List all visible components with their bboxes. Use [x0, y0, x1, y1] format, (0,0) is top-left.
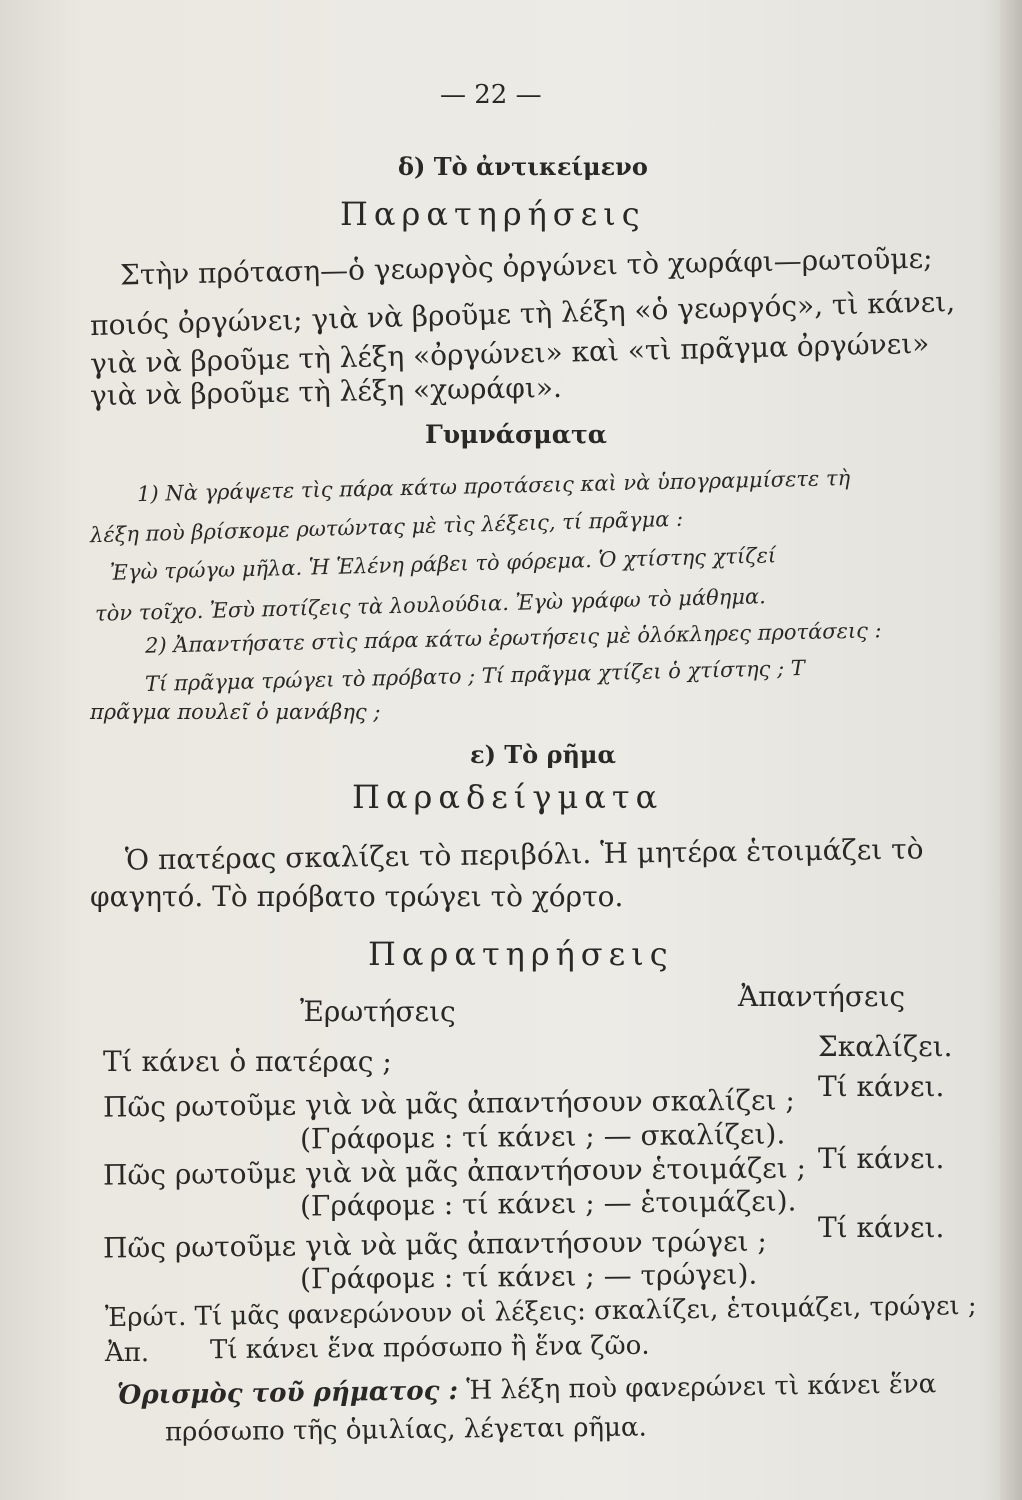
- definition-text: Ἡ λέξη ποὺ φανερώνει τὶ κάνει ἕνα: [466, 1369, 937, 1406]
- exercises-title: Γυμνάσματα: [425, 420, 608, 449]
- question-line: (Γράφομε : τί κάνει ; — σκαλίζει).: [299, 1117, 786, 1156]
- verb-answer-text: Τί κάνει ἕνα πρόσωπο ἢ ἕνα ζῶο.: [209, 1330, 650, 1366]
- section-e-observations-title: Παρατηρήσεις: [368, 935, 674, 973]
- question-line: Πῶς ρωτοῦμε γιὰ νὰ μᾶς ἀπαντήσουν ἑτοιμάζει ;: [102, 1151, 807, 1192]
- exercise-line: 1) Νὰ γράψετε τὶς πάρα κάτω προτάσεις καὶ νὰ ὑπογραμμίσετε τὴ: [136, 465, 851, 507]
- observation-line: Στὴν πρόταση—ὁ γεωργὸς ὀργώνει τὸ χωράφι—ρωτοῦμε;: [119, 241, 933, 292]
- answer-item: Τί κάνει.: [818, 1211, 945, 1244]
- question-line: Πῶς ρωτοῦμε γιὰ νὰ μᾶς ἀπαντήσουν τρώγει ;: [102, 1224, 768, 1265]
- question-line: Πῶς ρωτοῦμε γιὰ νὰ μᾶς ἀπαντήσουν σκαλίζει ;: [102, 1083, 795, 1124]
- exercise-line: 2) Ἀπαντήσατε στὶς πάρα κάτω ἐρωτήσεις μὲ ὁλόκληρες προτάσεις :: [144, 618, 882, 658]
- observation-line: γιὰ νὰ βροῦμε τὴ λέξη «χωράφι».: [89, 370, 563, 413]
- section-e-examples-title: Παραδείγματα: [352, 778, 664, 816]
- section-e-heading: ε) Τὸ ρῆμα: [470, 740, 616, 769]
- definition-label: Ὁρισμὸς τοῦ ρήματος :: [116, 1375, 459, 1411]
- answer-item: Τί κάνει.: [818, 1142, 945, 1175]
- verb-question: Ἐρώτ. Τί μᾶς φανερώνουν οἱ λέξεις: σκαλίζει, ἑτοιμάζει, τρώγει ;: [104, 1290, 977, 1334]
- question-line: (Γράφομε : τί κάνει ; — τρώγει).: [299, 1257, 758, 1296]
- exercise-line: τὸν τοῖχο. Ἐσὺ ποτίζεις τὰ λουλούδια. Ἐγὼ γράφω τὸ μάθημα.: [94, 584, 767, 626]
- question-line: (Γράφομε : τί κάνει ; — ἑτοιμάζει).: [299, 1184, 797, 1223]
- page-edge: [1000, 0, 1022, 1500]
- exercise-line: Τί πρᾶγμα τρώγει τὸ πρόβατο ; Τί πρᾶγμα χτίζει ὁ χτίστης ; Τ: [144, 655, 806, 697]
- answer-item: Σκαλίζει.: [818, 1030, 953, 1063]
- answer-item: Τί κάνει.: [818, 1070, 945, 1103]
- section-d-heading: δ) Τὸ ἀντικείμενο: [398, 152, 648, 181]
- page-number: — 22 —: [440, 80, 542, 110]
- definition-continuation: πρόσωπο τῆς ὁμιλίας, λέγεται ρῆμα.: [164, 1412, 647, 1448]
- answers-header: Ἀπαντήσεις: [738, 980, 906, 1013]
- exercise-line: Ἐγὼ τρώγω μῆλα. Ἡ Ἑλένη ράβει τὸ φόρεμα. Ὁ χτίστης χτίζεί: [109, 543, 777, 585]
- section-d-observations-title: Παρατηρήσεις: [340, 195, 646, 233]
- question-line: Τί κάνει ὁ πατέρας ;: [103, 1045, 392, 1078]
- definition-line: [117, 1369, 937, 1410]
- verb-answer-label: Ἀπ.: [105, 1338, 150, 1368]
- observation-line: ποιός ὀργώνει; γιὰ νὰ βροῦμε τὴ λέξη «ὁ γεωργός», τὶ κάνει,: [89, 284, 956, 343]
- exercise-line: λέξη ποὺ βρίσκομε ρωτώντας μὲ τὶς λέξεις, τί πρᾶγμα :: [89, 506, 684, 548]
- questions-header: Ἐρωτήσεις: [300, 995, 456, 1028]
- exercise-line: πρᾶγμα πουλεῖ ὁ μανάβης ;: [90, 700, 381, 724]
- example-line: φαγητό. Τὸ πρόβατο τρώγει τὸ χόρτο.: [90, 880, 624, 913]
- example-line: Ὁ πατέρας σκαλίζει τὸ περιβόλι. Ἡ μητέρα ἑτοιμάζει τὸ: [124, 832, 924, 877]
- observation-line: γιὰ νὰ βροῦμε τὴ λέξη «ὀργώνει» καὶ «τὶ πρᾶγμα ὀργώνει»: [89, 326, 930, 381]
